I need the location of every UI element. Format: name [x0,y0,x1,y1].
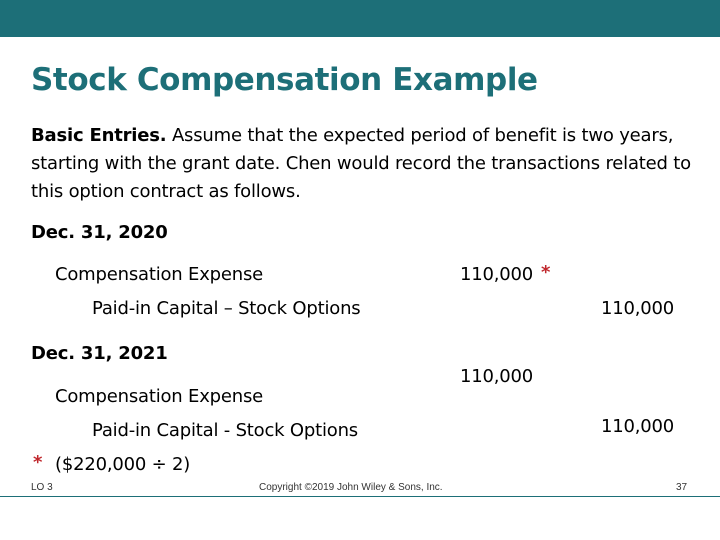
footnote-marker: * [541,262,551,283]
copyright-notice: Copyright ©2019 John Wiley & Sons, Inc. [259,482,443,493]
footnote-text: ($220,000 ÷ 2) [55,454,191,475]
page-number: 37 [676,482,688,493]
credit-account: Paid-in Capital – Stock Options [92,298,361,319]
credit-account: Paid-in Capital - Stock Options [92,420,358,441]
credit-amount: 110,000 [600,416,674,437]
debit-amount: 110,000 [459,264,533,285]
intro-text: Assume that the expected period of benefit is two years, starting with the grant date. Chen would record the transactions related to this option contract as follows. [31,125,691,202]
footer-divider [0,496,720,497]
entry-date: Dec. 31, 2021 [31,343,168,364]
debit-account: Compensation Expense [55,386,264,407]
debit-account: Compensation Expense [55,264,264,285]
header-bar [0,0,720,37]
learning-objective-label: LO 3 [31,482,53,493]
debit-amount: 110,000 [459,366,533,387]
entry-date: Dec. 31, 2020 [31,222,168,243]
footnote-marker: * [33,452,43,473]
credit-amount: 110,000 [600,298,674,319]
intro-paragraph [31,122,691,206]
slide-title: Stock Compensation Example [31,62,538,98]
intro-bold-label: Basic Entries. [31,125,167,146]
